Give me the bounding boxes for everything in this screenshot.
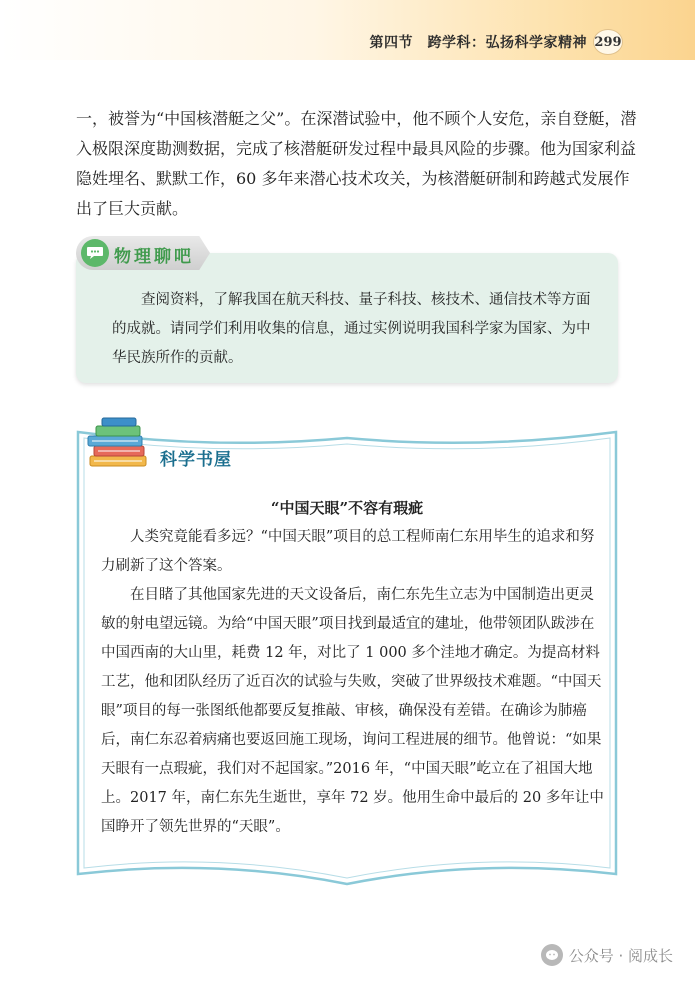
wechat-logo-icon	[541, 944, 563, 966]
discussion-text: 查阅资料，了解我国在航天科技、量子科技、核技术、通信技术等方面的成就。请同学们利用收集的信息，通过实例说明我国科学家为国家、为中华民族所作的贡献。	[112, 292, 591, 366]
article-body	[101, 523, 607, 842]
article-title: “中国天眼”不容有瑕疵	[270, 499, 424, 517]
article-paragraph: 在目睹了其他国家先进的天文设备后，南仁东先生立志为中国制造出更灵敏的射电望远镜。为给“中国天眼”项目找到最适宜的建址，他带领团队跋涉在中国西南的大山里，耗费 12 年，对比了 1 000 多个洼地才确定。为提高材料工艺，他和团队经历了近百次的试验与失败，突破了世界级技术难题。“中国天眼”项目的每一张图纸他都要反复推敲、审核，确保没有差错。在确诊为肺癌后，南仁东忍着病痛也要返回施工现场，询问工程进展的细节。他曾说：“如果天眼有一点瑕疵，我们对不起国家。”2016 年，“中国天眼”屹立在了祖国大地上。2017 年，南仁东先生逝世，享年 72 岁。他用生命中最后的 20 多年让中国睁开了领先世界的“天眼”。	[101, 587, 604, 835]
article-paragraph: 人类究竟能看多远？“中国天眼”项目的总工程师南仁东用毕生的追求和努力刷新了这个答案。	[101, 529, 595, 574]
watermark	[541, 944, 673, 966]
discussion-label: 物理聊吧	[114, 247, 194, 267]
page-header	[0, 0, 695, 60]
watermark-text: 公众号 · 阅成长	[568, 946, 673, 965]
books-stack-icon	[84, 416, 154, 470]
reading-label: 科学书屋	[160, 450, 232, 470]
intro-paragraph: 一，被誉为“中国核潜艇之父”。在深潜试验中，他不顾个人安危，亲自登艇，潜入极限深度勘测数据，完成了核潜艇研发过程中最具风险的步骤。他为国家利益隐姓埋名、默默工作，60 多年来潜心技术攻关，为核潜艇研制和跨越式发展作出了巨大贡献。	[76, 109, 637, 218]
section-title: 第四节 跨学科：弘扬科学家精神	[369, 35, 587, 51]
page-number: 299	[593, 29, 623, 55]
speech-bubble-icon	[81, 239, 109, 267]
